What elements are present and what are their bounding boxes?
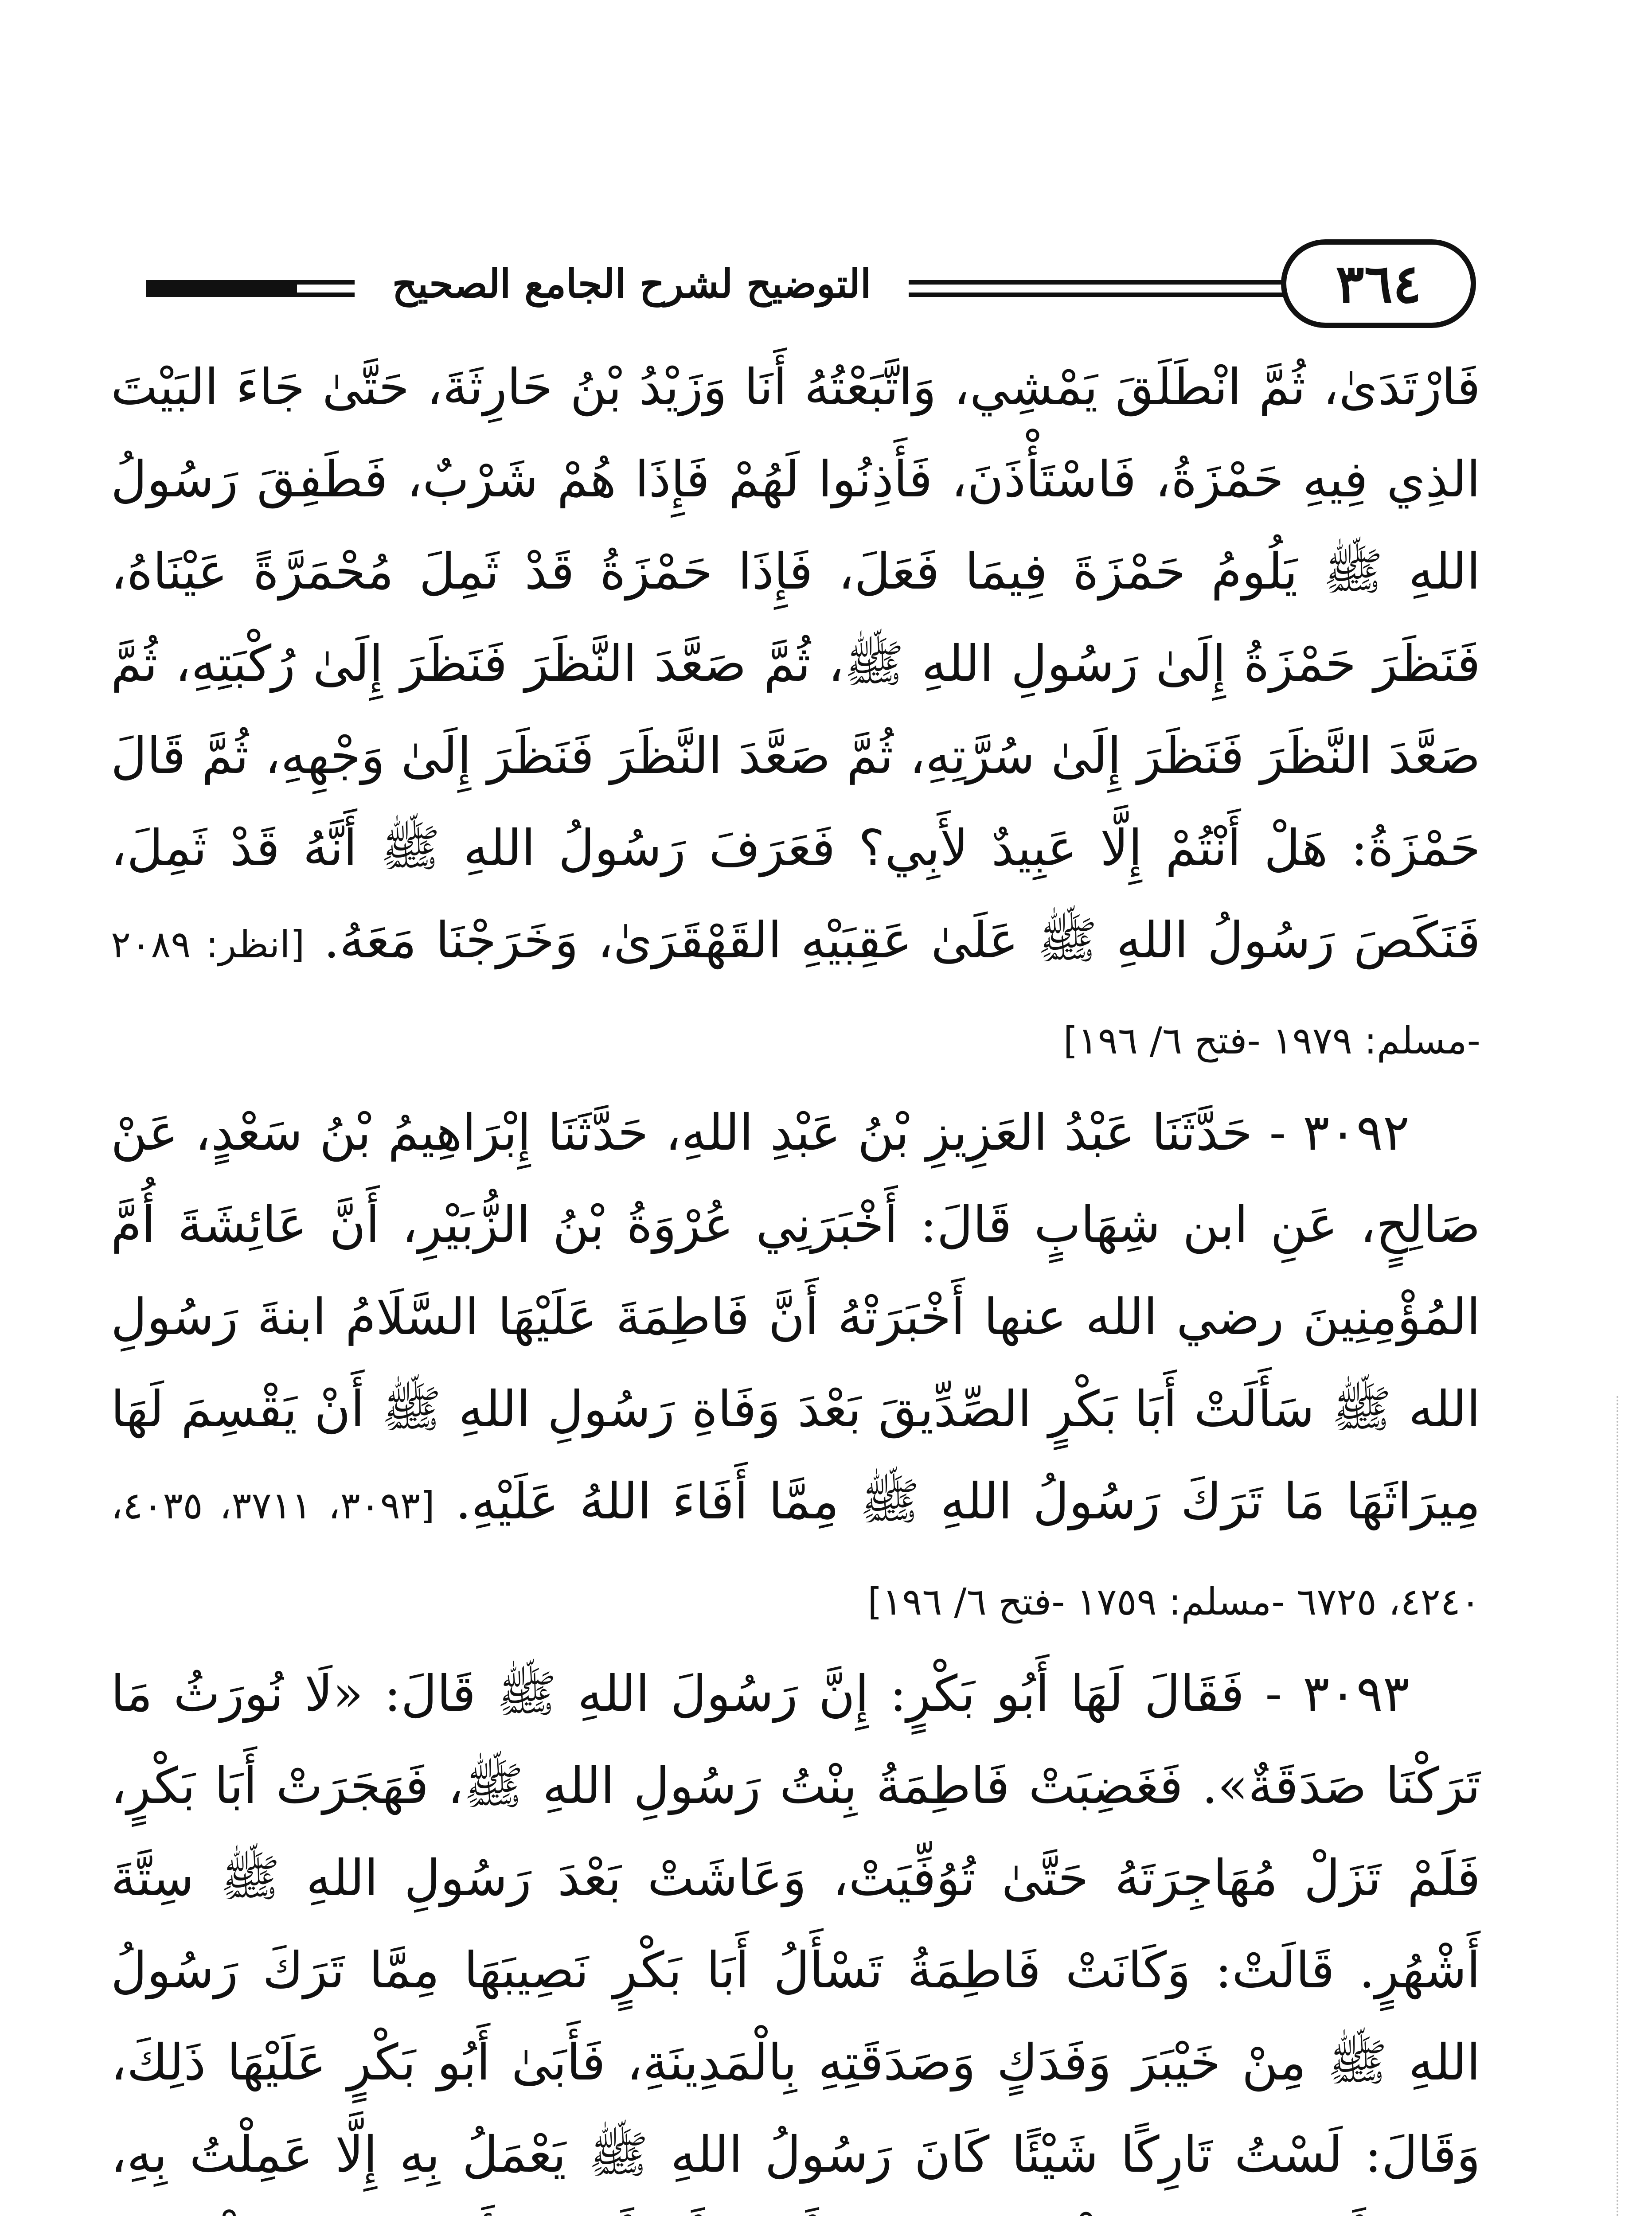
paragraph-text: ٣٠٩٢ - حَدَّثَنَا عَبْدُ العَزِيزِ بْنُ عَبْدِ اللهِ، حَدَّثَنَا إِبْرَاهِيمُ بْنُ سَعْدٍ، عَنْ صَالِحٍ، عَنِ ابن شِهَابٍ قَالَ: أَخْبَرَنِي عُرْوَةُ بْنُ الزُّبَيْرِ، أَنَّ عَائِشَةَ أُمَّ المُؤْمِنِينَ رضي الله عنها أَخْبَرَتْهُ أَنَّ فَاطِمَةَ عَلَيْهَا السَّلَامُ ابنةَ رَسُولِ الله ﷺ سَأَلَتْ أَبَا بَكْرٍ الصِّدِّيقَ بَعْدَ وَفَاةِ رَسُولِ اللهِ ﷺ أَنْ يَقْسِمَ لَهَا مِيرَاثَهَا مَا تَرَكَ رَسُولُ اللهِ ﷺ مِمَّا أَفَاءَ اللهُ عَلَيْهِ. [111,1104,1481,1530]
cross-reference: [انظر: ٢٠٨٩ -مسلم: ١٩٧٩ -فتح ٦/ ١٩٦] [111,923,1480,1062]
running-title: التوضيح لشرح الجامع الصحيح [355,239,909,328]
paragraph-text: فَارْتَدَىٰ، ثُمَّ انْطَلَقَ يَمْشِي، وَاتَّبَعْتُهُ أَنَا وَزَيْدُ بْنُ حَارِثَةَ، حَتَّىٰ جَاءَ البَيْتَ الذِي فِيهِ حَمْزَةُ، فَاسْتَأْذَنَ، فَأَذِنُوا لَهُمْ فَإِذَا هُمْ شَرْبٌ، فَطَفِقَ رَسُولُ اللهِ ﷺ يَلُومُ حَمْزَةَ فِيمَا فَعَلَ، فَإِذَا حَمْزَةُ قَدْ ثَمِلَ مُحْمَرَّةً عَيْنَاهُ، فَنَظَرَ حَمْزَةُ إِلَىٰ رَسُولِ اللهِ ﷺ، ثُمَّ صَعَّدَ النَّظَرَ فَنَظَرَ إِلَىٰ رُكْبَتِهِ، ثُمَّ صَعَّدَ النَّظَرَ فَنَظَرَ إِلَىٰ سُرَّتِهِ، ثُمَّ صَعَّدَ النَّظَرَ فَنَظَرَ إِلَىٰ وَجْهِهِ، ثُمَّ قَالَ حَمْزَةُ: هَلْ أَنْتُمْ إِلَّا عَبِيدٌ لأَبِي؟ فَعَرَفَ رَسُولُ اللهِ ﷺ أَنَّهُ قَدْ ثَمِلَ، فَنَكَصَ رَسُولُ اللهِ ﷺ عَلَىٰ عَقِبَيْهِ القَهْقَرَىٰ، وَخَرَجْنَا مَعَهُ. [111,359,1481,969]
paragraph-1 [111,341,1480,1087]
page-body [111,341,1480,2216]
hadith-3093 [111,1648,1480,2216]
hadith-3092 [111,1087,1480,1648]
cross-reference: [٣٠٩٣، ٣٧١١، ٤٠٣٥، ٤٢٤٠، ٦٧٢٥ -مسلم: ١٧٥٩ -فتح ٦/ ١٩٦] [111,1484,1480,1623]
page-header [146,239,1476,328]
page-number: ٣٦٤ [1281,239,1476,328]
margin-dotted-line [1617,1396,1625,2216]
header-rule-left [146,280,297,297]
paragraph-text: ٣٠٩٣ - فَقَالَ لَهَا أَبُو بَكْرٍ: إِنَّ رَسُولَ اللهِ ﷺ قَالَ: «لَا نُورَثُ مَا تَرَكْنَا صَدَقَةٌ». فَغَضِبَتْ فَاطِمَةُ بِنْتُ رَسُولِ اللهِ ﷺ، فَهَجَرَتْ أَبَا بَكْرٍ، فَلَمْ تَزَلْ مُهَاجِرَتَهُ حَتَّىٰ تُوُفِّيَتْ، وَعَاشَتْ بَعْدَ رَسُولِ اللهِ ﷺ سِتَّةَ أَشْهُرٍ. قَالَتْ: وَكَانَتْ فَاطِمَةُ تَسْأَلُ أَبَا بَكْرٍ نَصِيبَهَا مِمَّا تَرَكَ رَسُولُ اللهِ ﷺ مِنْ خَيْبَرَ وَفَدَكٍ وَصَدَقَتِهِ بِالْمَدِينَةِ، فَأَبَىٰ أَبُو بَكْرٍ عَلَيْهَا ذَلِكَ، وَقَالَ: لَسْتُ تَارِكًا شَيْئًا كَانَ رَسُولُ اللهِ ﷺ يَعْمَلُ بِهِ إِلَّا عَمِلْتُ بِهِ، [111,1665,1480,2184]
